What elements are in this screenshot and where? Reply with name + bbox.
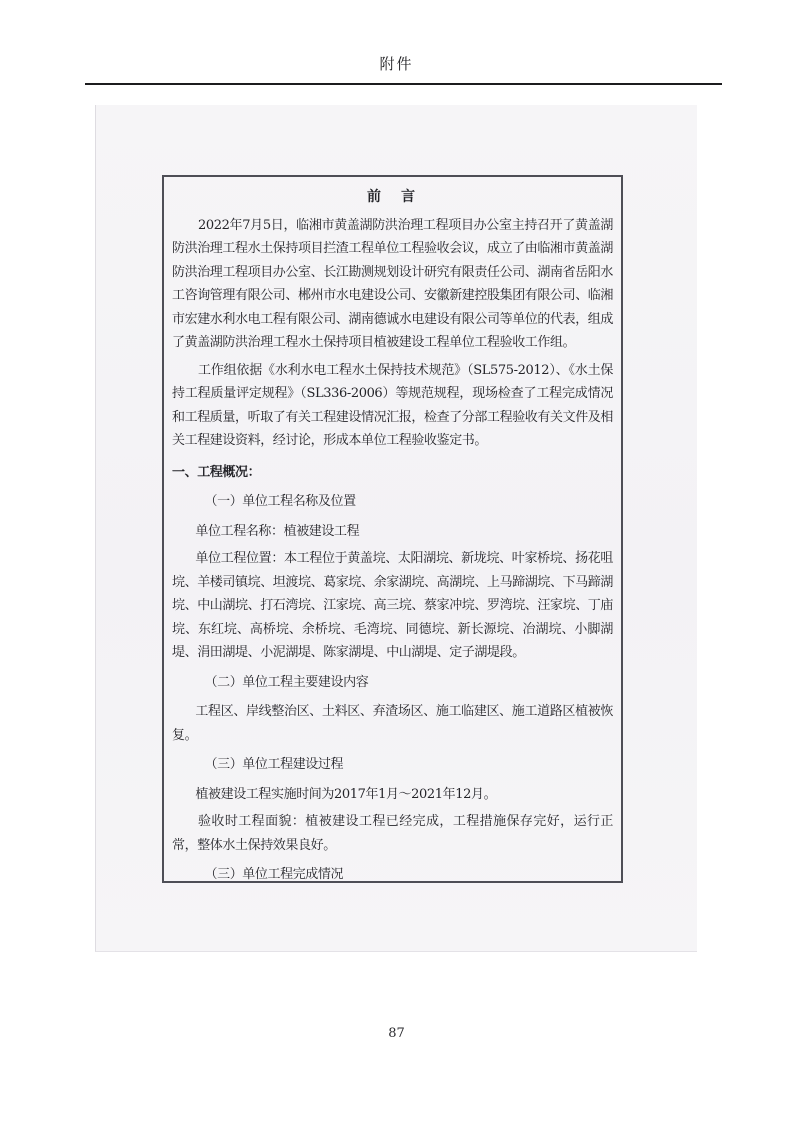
doc-block-p: 工作组依据《水利水电工程水土保持技术规范》（SL575-2012）、《水土保持工程质量评定规程》（SL336-2006）等规范规程，现场检查了工程完成情况和工程质量，听取了有关工程建设情况汇报，检查了分部工程验收有关文件及相关工程建设资料，经讨论，形成本单位工程验收鉴定书。	[172, 362, 614, 448]
page-number: 87	[388, 1026, 405, 1041]
doc-block-h2: （一）单位工程名称及位置	[204, 494, 356, 509]
doc-block-p: 验收时工程面貌：植被建设工程已经完成，工程措施保存完好，运行正常，整体水土保持效果良好。	[172, 814, 613, 853]
doc-block-title: 前 言	[367, 189, 418, 205]
doc-block-p2: 单位工程位置：本工程位于黄盖垸、太阳湖垸、新垅垸、叶家桥垸、扬花咀垸、羊楼司镇垸、坦渡垸、葛家垸、余家湖垸、高湖垸、上马蹄湖垸、下马蹄湖垸、中山湖垸、打石湾垸、江家垸、高三垸、蔡家冲垸、罗湾垸、汪家垸、丁庙垸、东红垸、高桥垸、余桥垸、毛湾垸、同德垸、新长源垸、冶湖垸、小脚湖堤、涓田湖堤、小泥湖堤、陈家湖堤、中山湖堤、定子湖堤段。	[172, 551, 614, 660]
doc-block-h2: （三）单位工程建设过程	[204, 757, 344, 772]
doc-block-h1: 一、工程概况：	[172, 464, 261, 480]
doc-block-h2: （三）单位工程完成情况	[204, 867, 344, 882]
document-text-box	[162, 175, 623, 883]
doc-block-h2: （二）单位工程主要建设内容	[204, 674, 369, 690]
doc-block-label: 单位工程名称：植被建设工程	[195, 523, 360, 539]
doc-block-flush: 工程区、岸线整治区、土料区、弃渣场区、施工临建区、施工道路区植被恢复。	[172, 704, 613, 743]
header-rule	[85, 83, 722, 85]
attachment-label: 附件	[379, 55, 414, 73]
doc-block-p: 2022年7月5日，临湘市黄盖湖防洪治理工程项目办公室主持召开了黄盖湖防洪治理工程水土保持项目拦渣工程单位工程验收会议，成立了由临湘市黄盖湖防洪治理工程项目办公室、长江勘测规划设计研究有限责任公司、湖南省岳阳水工咨询管理有限公司、郴州市水电建设公司、安徽新建控股集团有限公司、临湘市宏建水利水电工程有限公司、湖南德诚水电建设有限公司等单位的代表，组成了黄盖湖防洪治理工程水土保持项目植被建设工程单位工程验收工作组。	[172, 217, 614, 350]
doc-block-label: 植被建设工程实施时间为2017年1月～2021年12月。	[195, 786, 497, 802]
scanned-page	[95, 105, 697, 952]
